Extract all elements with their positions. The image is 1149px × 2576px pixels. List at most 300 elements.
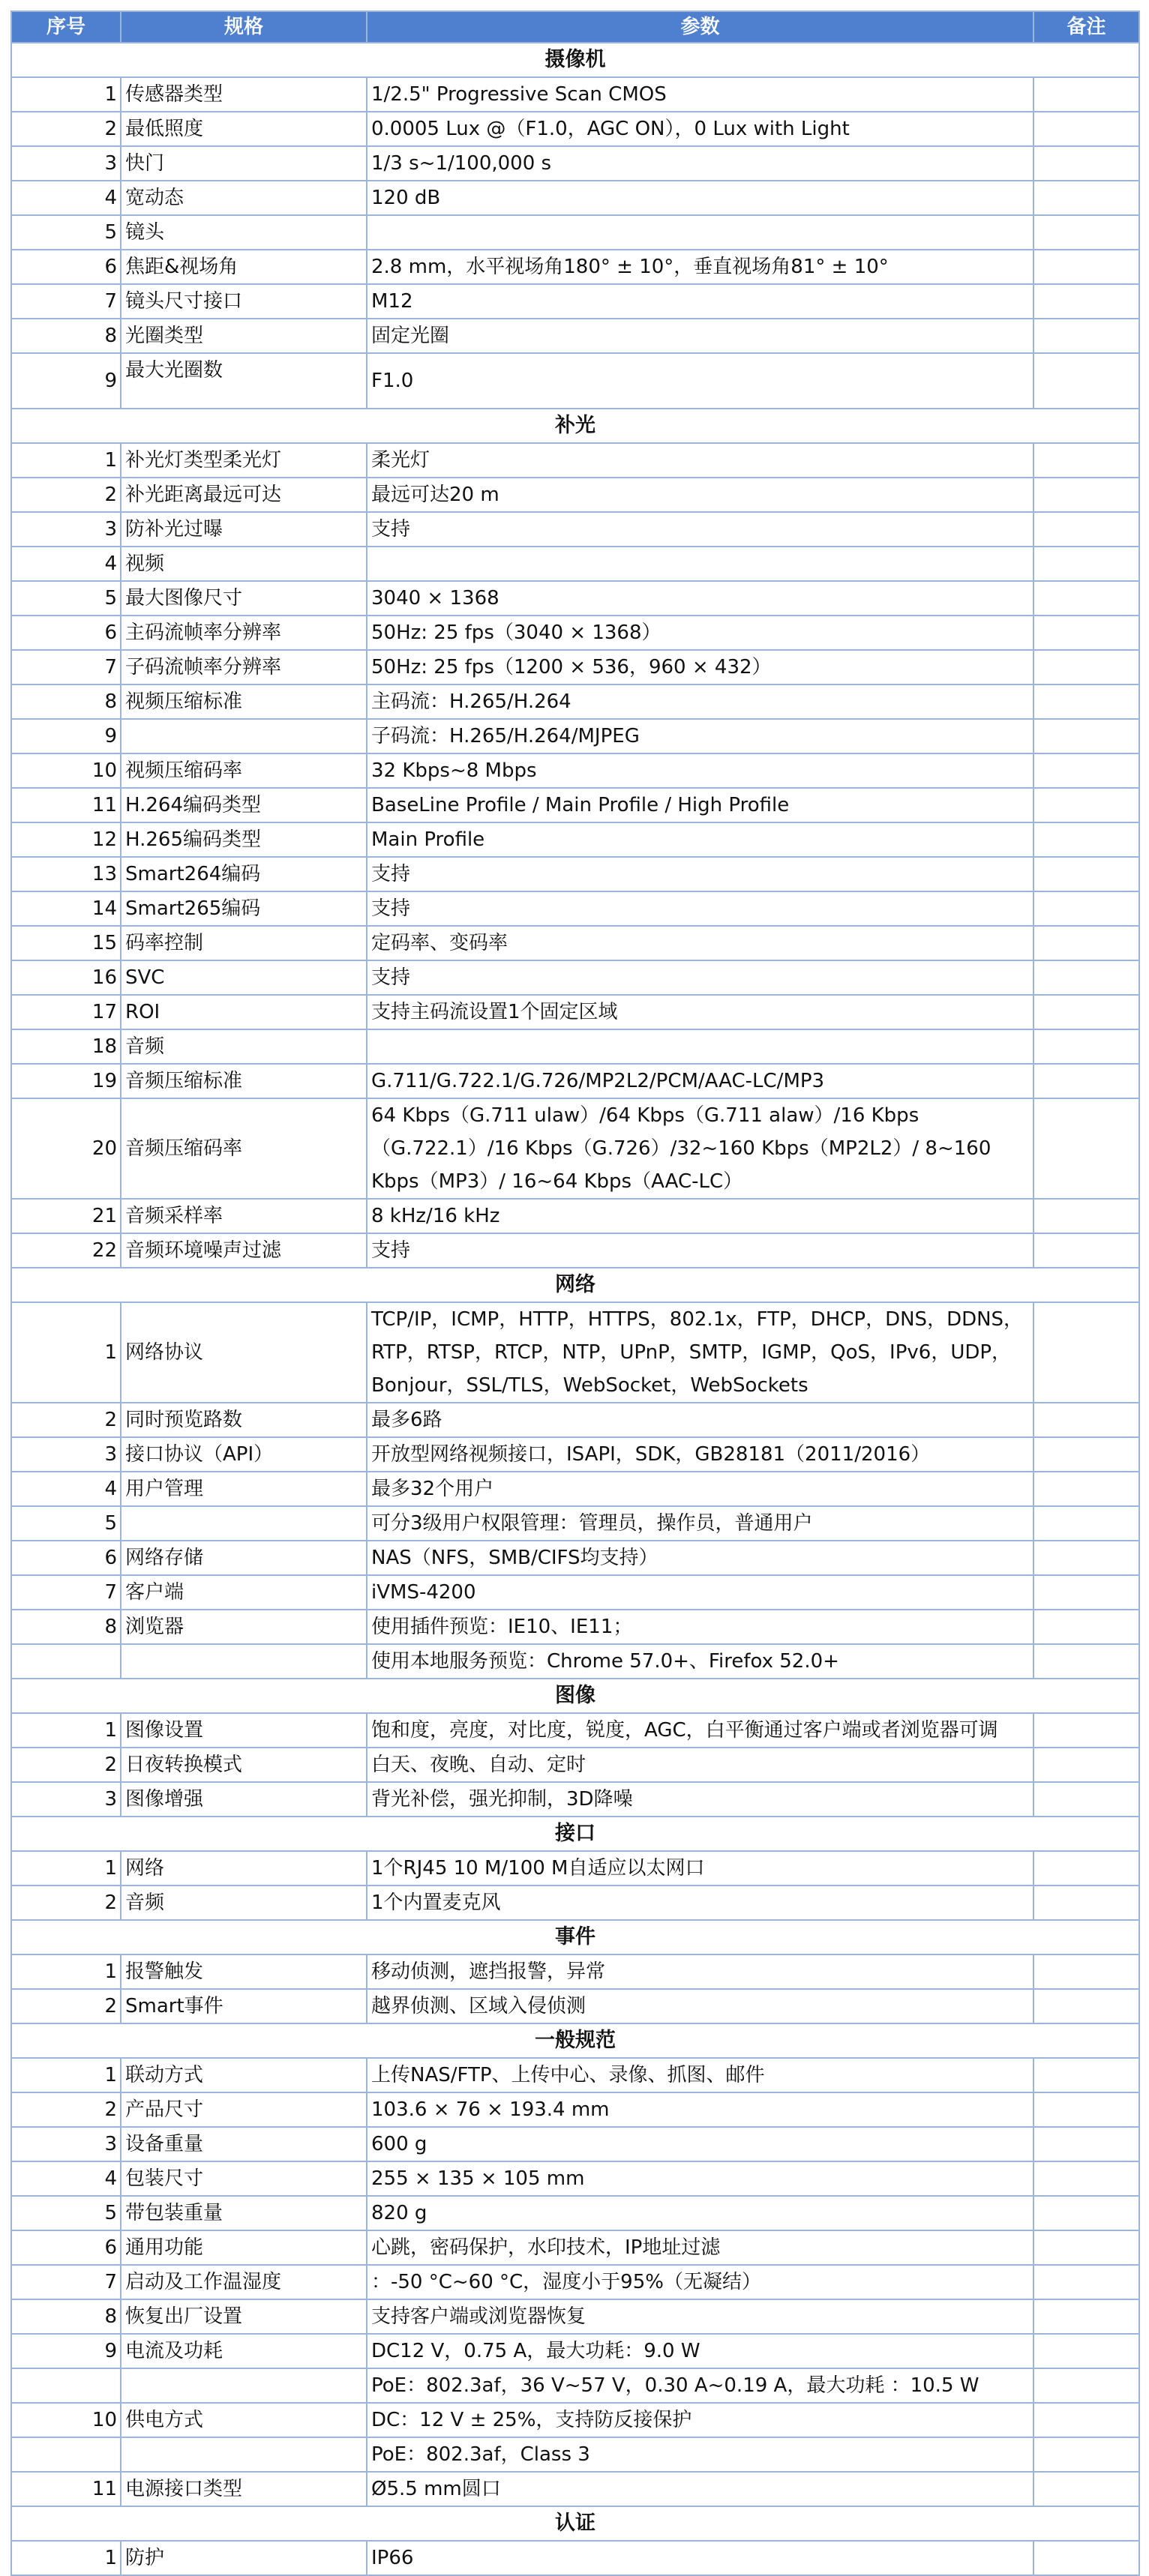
param-value: 2.8 mm，水平视场角180° ± 10°，垂直视场角81° ± 10° [367, 250, 1034, 284]
table-row [11, 650, 1139, 684]
section-title: 事件 [11, 1920, 1139, 1954]
table-row [11, 857, 1139, 891]
row-number: 18 [11, 1029, 121, 1064]
note-cell [1034, 1437, 1139, 1472]
param-value: 50Hz: 25 fps（3040 × 1368） [367, 616, 1034, 650]
param-value: 白天、夜晚、自动、定时 [367, 1748, 1034, 1782]
param-value: 1个内置麦克风 [367, 1886, 1034, 1920]
table-row [11, 1886, 1139, 1920]
spec-name: 图像设置 [121, 1713, 367, 1748]
row-number: 1 [11, 2541, 121, 2575]
param-value: 120 dB [367, 181, 1034, 215]
param-value: 主码流：H.265/H.264 [367, 684, 1034, 719]
table-row [11, 112, 1139, 146]
spec-name: 联动方式 [121, 2058, 367, 2092]
param-value: 最多32个用户 [367, 1472, 1034, 1506]
note-cell [1034, 1954, 1139, 1989]
spec-name: 视频 [121, 547, 367, 581]
table-row [11, 1575, 1139, 1610]
section-row [11, 2506, 1139, 2541]
note-cell [1034, 1472, 1139, 1506]
row-number: 2 [11, 1886, 121, 1920]
spec-name: Smart264编码 [121, 857, 367, 891]
row-number: 6 [11, 1541, 121, 1575]
table-row [11, 1541, 1139, 1575]
table-row [11, 1029, 1139, 1064]
param-value: 支持 [367, 960, 1034, 995]
param-value: 1/2.5" Progressive Scan CMOS [367, 77, 1034, 112]
note-cell [1034, 353, 1139, 409]
note-cell [1034, 581, 1139, 616]
row-number: 1 [11, 443, 121, 478]
table-row [11, 1506, 1139, 1541]
spec-name: 通用功能 [121, 2230, 367, 2265]
row-number: 11 [11, 788, 121, 822]
section-row [11, 1268, 1139, 1302]
note-cell [1034, 215, 1139, 250]
note-cell [1034, 1610, 1139, 1644]
note-cell [1034, 1713, 1139, 1748]
table-row [11, 1748, 1139, 1782]
section-row [11, 1679, 1139, 1713]
spec-name: 视频压缩标准 [121, 684, 367, 719]
section-title: 摄像机 [11, 43, 1139, 77]
note-cell [1034, 77, 1139, 112]
param-value: Ø5.5 mm圆口 [367, 2472, 1034, 2506]
spec-name: 最大光圈数 [121, 353, 367, 409]
spec-name: 镜头尺寸接口 [121, 284, 367, 319]
spec-name: 视频压缩码率 [121, 753, 367, 788]
param-value: 支持主码流设置1个固定区域 [367, 995, 1034, 1029]
note-cell [1034, 2368, 1139, 2403]
note-cell [1034, 1782, 1139, 1817]
table-row [11, 1851, 1139, 1886]
row-number: 1 [11, 1713, 121, 1748]
note-cell [1034, 1644, 1139, 1679]
section-row [11, 1920, 1139, 1954]
row-number: 4 [11, 181, 121, 215]
section-row [11, 2023, 1139, 2058]
param-value: 支持 [367, 1233, 1034, 1268]
spec-name: 电源接口类型 [121, 2472, 367, 2506]
row-number: 6 [11, 2230, 121, 2265]
spec-name: 日夜转换模式 [121, 1748, 367, 1782]
section-title: 网络 [11, 1268, 1139, 1302]
section-title: 认证 [11, 2506, 1139, 2541]
note-cell [1034, 2058, 1139, 2092]
param-value: 103.6 × 76 × 193.4 mm [367, 2092, 1034, 2127]
note-cell [1034, 891, 1139, 926]
row-number: 9 [11, 719, 121, 753]
row-number: 2 [11, 1989, 121, 2023]
param-value: IP66 [367, 2541, 1034, 2575]
row-number: 1 [11, 1954, 121, 1989]
row-number: 5 [11, 581, 121, 616]
table-row [11, 250, 1139, 284]
spec-name: 带包装重量 [121, 2196, 367, 2230]
spec-name: 码率控制 [121, 926, 367, 960]
table-row [11, 1610, 1139, 1644]
spec-name: 设备重量 [121, 2127, 367, 2161]
row-number: 2 [11, 1748, 121, 1782]
row-number: 7 [11, 1575, 121, 1610]
note-cell [1034, 1064, 1139, 1098]
spec-name: 用户管理 [121, 1472, 367, 1506]
spec-name: 传感器类型 [121, 77, 367, 112]
row-number: 16 [11, 960, 121, 995]
spec-name [121, 1644, 367, 1679]
param-value: M12 [367, 284, 1034, 319]
note-cell [1034, 319, 1139, 353]
spec-table-body [11, 43, 1139, 2575]
spec-name: 音频环境噪声过滤 [121, 1233, 367, 1268]
row-number [11, 2368, 121, 2403]
table-row [11, 2541, 1139, 2575]
table-row [11, 1644, 1139, 1679]
spec-name [121, 1506, 367, 1541]
note-cell [1034, 2541, 1139, 2575]
table-row [11, 1954, 1139, 1989]
table-row [11, 753, 1139, 788]
row-number: 7 [11, 284, 121, 319]
note-cell [1034, 1302, 1139, 1403]
note-cell [1034, 788, 1139, 822]
note-cell [1034, 512, 1139, 547]
param-value: 64 Kbps（G.711 ulaw）/64 Kbps（G.711 alaw）/16 Kbps（G.722.1）/16 Kbps（G.726）/32~160 Kbps（MP2L2）/ 8~160 Kbps（MP3）/ 16~64 Kbps（AAC-LC） [367, 1098, 1034, 1199]
note-cell [1034, 478, 1139, 512]
param-value: F1.0 [367, 353, 1034, 409]
row-number: 12 [11, 822, 121, 857]
table-row [11, 547, 1139, 581]
section-title: 一般规范 [11, 2023, 1139, 2058]
param-value: 移动侦测，遮挡报警，异常 [367, 1954, 1034, 1989]
table-row [11, 1199, 1139, 1233]
param-value: 支持 [367, 857, 1034, 891]
table-row [11, 77, 1139, 112]
param-value: 820 g [367, 2196, 1034, 2230]
param-value: 0.0005 Lux @（F1.0，AGC ON），0 Lux with Light [367, 112, 1034, 146]
param-value: 600 g [367, 2127, 1034, 2161]
row-number: 8 [11, 684, 121, 719]
table-row [11, 319, 1139, 353]
spec-name: 音频 [121, 1886, 367, 1920]
table-row [11, 478, 1139, 512]
table-row [11, 616, 1139, 650]
table-row [11, 284, 1139, 319]
table-row [11, 1302, 1139, 1403]
section-row [11, 409, 1139, 443]
spec-name: 防护 [121, 2541, 367, 2575]
table-row [11, 1098, 1139, 1199]
param-value: 支持 [367, 512, 1034, 547]
param-value [367, 547, 1034, 581]
note-cell [1034, 650, 1139, 684]
row-number: 3 [11, 1782, 121, 1817]
param-value: NAS（NFS，SMB/CIFS均支持） [367, 1541, 1034, 1575]
spec-name [121, 2368, 367, 2403]
row-number: 21 [11, 1199, 121, 1233]
spec-name: 电流及功耗 [121, 2334, 367, 2368]
table-row [11, 512, 1139, 547]
table-row [11, 2299, 1139, 2334]
row-number: 3 [11, 146, 121, 181]
note-cell [1034, 443, 1139, 478]
note-cell [1034, 2437, 1139, 2472]
table-row [11, 719, 1139, 753]
note-cell [1034, 284, 1139, 319]
note-cell [1034, 112, 1139, 146]
param-value: iVMS-4200 [367, 1575, 1034, 1610]
spec-name: 接口协议（API） [121, 1437, 367, 1472]
row-number: 9 [11, 353, 121, 409]
param-value: 使用本地服务预览：Chrome 57.0+、Firefox 52.0+ [367, 1644, 1034, 1679]
note-cell [1034, 1098, 1139, 1199]
table-row [11, 788, 1139, 822]
param-value: 支持客户端或浏览器恢复 [367, 2299, 1034, 2334]
row-number: 1 [11, 1302, 121, 1403]
row-number: 5 [11, 215, 121, 250]
note-cell [1034, 2230, 1139, 2265]
row-number: 6 [11, 616, 121, 650]
row-number: 14 [11, 891, 121, 926]
row-number: 8 [11, 1610, 121, 1644]
spec-name: 防补光过曝 [121, 512, 367, 547]
spec-name: 音频 [121, 1029, 367, 1064]
note-cell [1034, 719, 1139, 753]
param-value: 固定光圈 [367, 319, 1034, 353]
table-row [11, 1064, 1139, 1098]
note-cell [1034, 2127, 1139, 2161]
note-cell [1034, 2265, 1139, 2299]
section-title: 接口 [11, 1817, 1139, 1851]
table-row [11, 2403, 1139, 2437]
spec-name: Smart265编码 [121, 891, 367, 926]
param-value: 最远可达20 m [367, 478, 1034, 512]
note-cell [1034, 2299, 1139, 2334]
table-row [11, 2196, 1139, 2230]
note-cell [1034, 995, 1139, 1029]
spec-name: 包装尺寸 [121, 2161, 367, 2196]
param-value: 定码率、变码率 [367, 926, 1034, 960]
spec-name: 恢复出厂设置 [121, 2299, 367, 2334]
table-row [11, 146, 1139, 181]
spec-name: 同时预览路数 [121, 1403, 367, 1437]
note-cell [1034, 1886, 1139, 1920]
param-value: 开放型网络视频接口，ISAPI，SDK，GB28181（2011/2016） [367, 1437, 1034, 1472]
row-number: 3 [11, 2127, 121, 2161]
spec-table [10, 10, 1140, 2576]
note-cell [1034, 2092, 1139, 2127]
spec-name: 供电方式 [121, 2403, 367, 2437]
param-value: 柔光灯 [367, 443, 1034, 478]
spec-name: 光圈类型 [121, 319, 367, 353]
param-value: TCP/IP，ICMP，HTTP，HTTPS，802.1x，FTP，DHCP，DNS，DDNS，RTP，RTSP，RTCP，NTP，UPnP，SMTP，IGMP，QoS，IPv6，UDP，Bonjour，SSL/TLS，WebSocket，WebSockets [367, 1302, 1034, 1403]
note-cell [1034, 2196, 1139, 2230]
note-cell [1034, 960, 1139, 995]
spec-name: 网络 [121, 1851, 367, 1886]
row-number: 4 [11, 2161, 121, 2196]
param-value: 饱和度，亮度，对比度，锐度，AGC，白平衡通过客户端或者浏览器可调 [367, 1713, 1034, 1748]
table-row [11, 215, 1139, 250]
note-cell [1034, 1851, 1139, 1886]
param-value: PoE：802.3af，36 V~57 V，0.30 A~0.19 A，最大功耗 ：10.5 W [367, 2368, 1034, 2403]
table-row [11, 926, 1139, 960]
row-number: 5 [11, 1506, 121, 1541]
spec-name: ROI [121, 995, 367, 1029]
header-row [11, 11, 1139, 43]
param-value: ：-50 °C~60 °C，湿度小于95%（无凝结） [367, 2265, 1034, 2299]
row-number: 11 [11, 2472, 121, 2506]
param-value: 255 × 135 × 105 mm [367, 2161, 1034, 2196]
row-number: 22 [11, 1233, 121, 1268]
row-number: 8 [11, 2299, 121, 2334]
row-number: 9 [11, 2334, 121, 2368]
row-number: 7 [11, 2265, 121, 2299]
param-value: DC：12 V ± 25%，支持防反接保护 [367, 2403, 1034, 2437]
header-spec: 规格 [121, 11, 367, 43]
section-title: 补光 [11, 409, 1139, 443]
row-number: 20 [11, 1098, 121, 1199]
spec-name: 音频采样率 [121, 1199, 367, 1233]
row-number: 4 [11, 1472, 121, 1506]
param-value: 支持 [367, 891, 1034, 926]
row-number: 2 [11, 112, 121, 146]
spec-name: H.264编码类型 [121, 788, 367, 822]
row-number: 7 [11, 650, 121, 684]
param-value: 子码流：H.265/H.264/MJPEG [367, 719, 1034, 753]
table-row [11, 2092, 1139, 2127]
table-row [11, 822, 1139, 857]
table-row [11, 2265, 1139, 2299]
param-value: PoE：802.3af，Class 3 [367, 2437, 1034, 2472]
spec-name: 音频压缩标准 [121, 1064, 367, 1098]
note-cell [1034, 2334, 1139, 2368]
table-row [11, 2058, 1139, 2092]
row-number: 17 [11, 995, 121, 1029]
note-cell [1034, 1989, 1139, 2023]
param-value: 最多6路 [367, 1403, 1034, 1437]
header-no: 序号 [11, 11, 121, 43]
note-cell [1034, 1575, 1139, 1610]
section-row [11, 1817, 1139, 1851]
note-cell [1034, 250, 1139, 284]
row-number: 3 [11, 512, 121, 547]
spec-name: 最低照度 [121, 112, 367, 146]
note-cell [1034, 1541, 1139, 1575]
spec-name: 最大图像尺寸 [121, 581, 367, 616]
table-row [11, 1713, 1139, 1748]
table-row [11, 1437, 1139, 1472]
note-cell [1034, 1199, 1139, 1233]
spec-name: 网络存储 [121, 1541, 367, 1575]
section-title: 图像 [11, 1679, 1139, 1713]
param-value: 上传NAS/FTP、上传中心、录像、抓图、邮件 [367, 2058, 1034, 2092]
spec-name [121, 719, 367, 753]
header-note: 备注 [1034, 11, 1139, 43]
spec-name: 网络协议 [121, 1302, 367, 1403]
spec-name: 产品尺寸 [121, 2092, 367, 2127]
table-row [11, 2127, 1139, 2161]
row-number: 10 [11, 753, 121, 788]
param-value: 心跳，密码保护，水印技术，IP地址过滤 [367, 2230, 1034, 2265]
row-number: 1 [11, 77, 121, 112]
note-cell [1034, 2472, 1139, 2506]
param-value: Main Profile [367, 822, 1034, 857]
note-cell [1034, 616, 1139, 650]
row-number: 19 [11, 1064, 121, 1098]
spec-name: 焦距&视场角 [121, 250, 367, 284]
note-cell [1034, 146, 1139, 181]
note-cell [1034, 1506, 1139, 1541]
table-row [11, 1782, 1139, 1817]
row-number: 6 [11, 250, 121, 284]
note-cell [1034, 926, 1139, 960]
row-number: 2 [11, 2092, 121, 2127]
section-row [11, 43, 1139, 77]
note-cell [1034, 547, 1139, 581]
param-value: 越界侦测、区域入侵侦测 [367, 1989, 1034, 2023]
row-number: 2 [11, 1403, 121, 1437]
spec-name: 浏览器 [121, 1610, 367, 1644]
table-row [11, 2368, 1139, 2403]
table-row [11, 2230, 1139, 2265]
note-cell [1034, 1748, 1139, 1782]
table-row [11, 443, 1139, 478]
spec-name [121, 2437, 367, 2472]
row-number: 3 [11, 1437, 121, 1472]
spec-name: 子码流帧率分辨率 [121, 650, 367, 684]
param-value: DC12 V，0.75 A，最大功耗：9.0 W [367, 2334, 1034, 2368]
spec-name: 补光灯类型柔光灯 [121, 443, 367, 478]
param-value [367, 215, 1034, 250]
table-row [11, 353, 1139, 409]
param-value: 1个RJ45 10 M/100 M自适应以太网口 [367, 1851, 1034, 1886]
row-number: 8 [11, 319, 121, 353]
param-value: 1/3 s~1/100,000 s [367, 146, 1034, 181]
table-row [11, 2472, 1139, 2506]
spec-name: 主码流帧率分辨率 [121, 616, 367, 650]
param-value: BaseLine Profile / Main Profile / High Profile [367, 788, 1034, 822]
table-row [11, 1989, 1139, 2023]
table-row [11, 2161, 1139, 2196]
table-row [11, 1472, 1139, 1506]
spec-name: H.265编码类型 [121, 822, 367, 857]
row-number: 10 [11, 2403, 121, 2437]
param-value: 可分3级用户权限管理：管理员，操作员，普通用户 [367, 1506, 1034, 1541]
note-cell [1034, 684, 1139, 719]
param-value: 8 kHz/16 kHz [367, 1199, 1034, 1233]
table-row [11, 684, 1139, 719]
note-cell [1034, 2161, 1139, 2196]
table-row [11, 1403, 1139, 1437]
row-number: 13 [11, 857, 121, 891]
row-number: 2 [11, 478, 121, 512]
spec-name: Smart事件 [121, 1989, 367, 2023]
spec-name: 音频压缩码率 [121, 1098, 367, 1199]
note-cell [1034, 181, 1139, 215]
note-cell [1034, 753, 1139, 788]
note-cell [1034, 1029, 1139, 1064]
row-number [11, 1644, 121, 1679]
note-cell [1034, 822, 1139, 857]
param-value: 使用插件预览：IE10、IE11； [367, 1610, 1034, 1644]
spec-name: 启动及工作温湿度 [121, 2265, 367, 2299]
row-number: 15 [11, 926, 121, 960]
table-row [11, 181, 1139, 215]
row-number: 4 [11, 547, 121, 581]
row-number [11, 2437, 121, 2472]
param-value [367, 1029, 1034, 1064]
